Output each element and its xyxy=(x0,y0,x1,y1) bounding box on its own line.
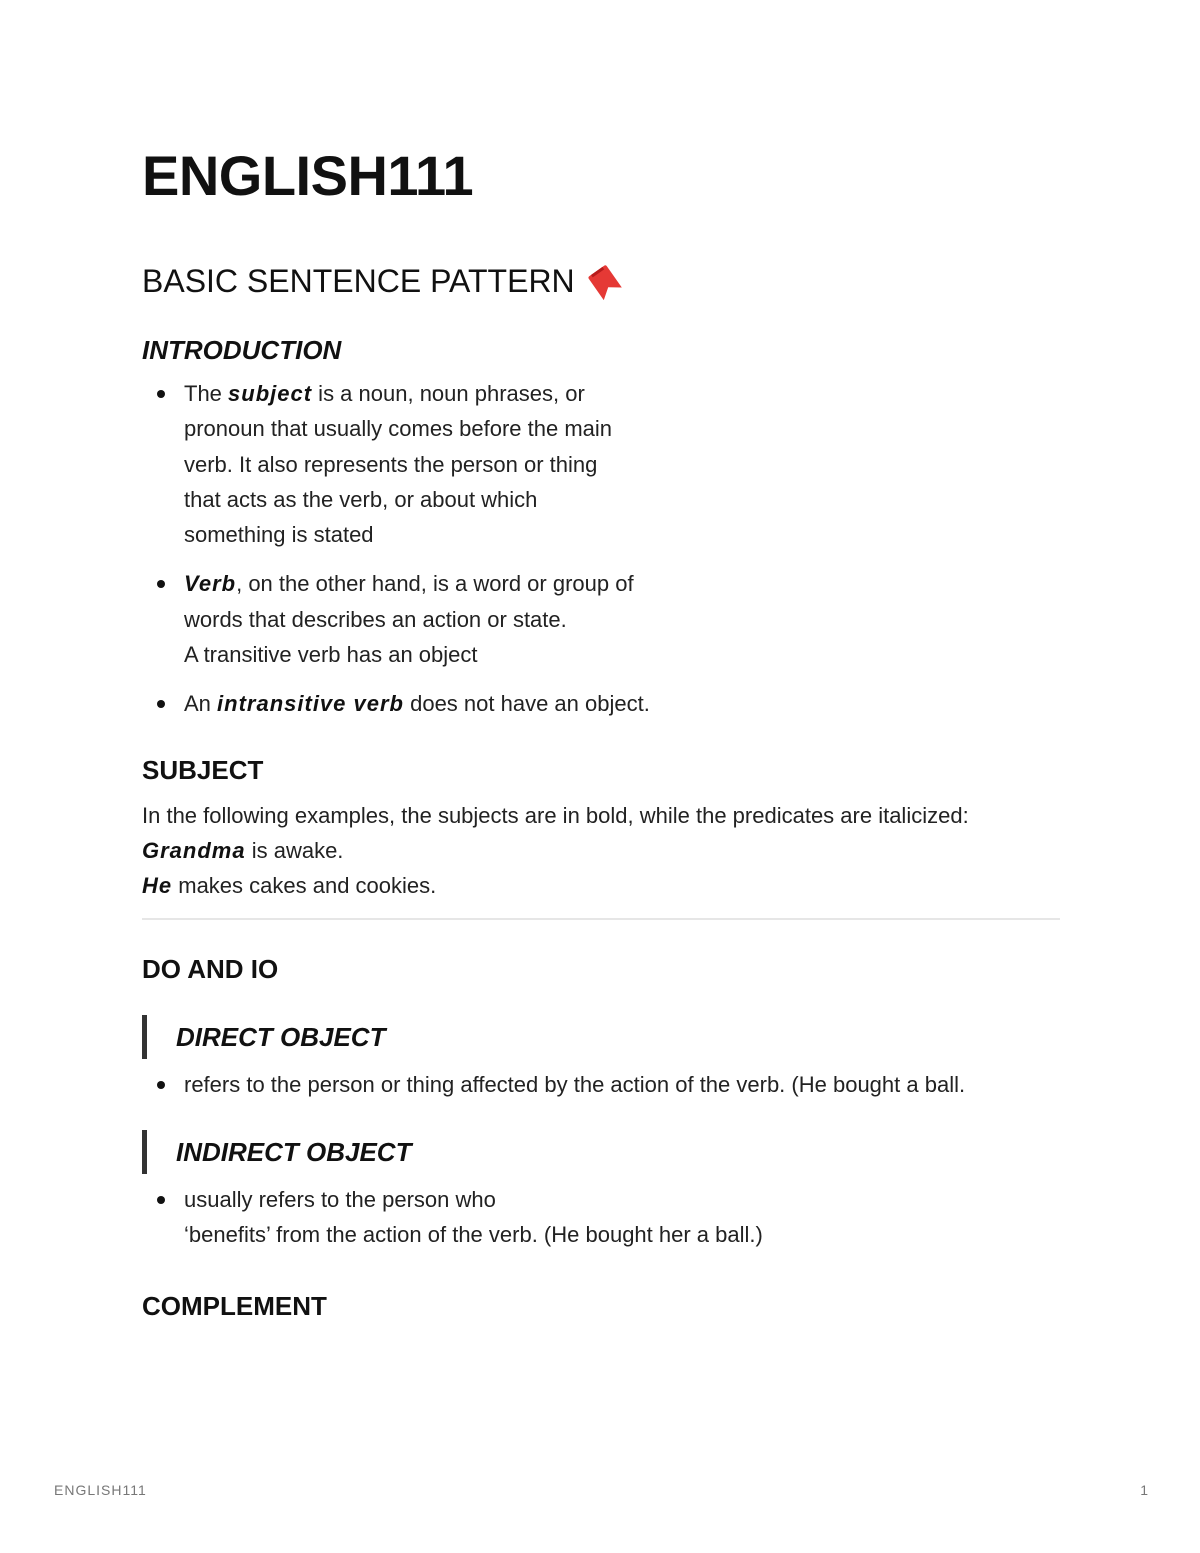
introduction-list xyxy=(142,376,1060,722)
indirect-object-heading: INDIRECT OBJECT xyxy=(142,1130,1060,1174)
introduction-heading: INTRODUCTION xyxy=(142,335,342,365)
indirect-object-list xyxy=(142,1182,1060,1253)
list-item-text: An xyxy=(184,691,218,717)
emphasis-term: intransitive verb xyxy=(217,691,404,717)
list-item xyxy=(142,686,744,721)
bullet-icon xyxy=(157,580,165,588)
list-item-text: usually refers to the person who xyxy=(184,1186,496,1212)
list-item-text: ‘benefits’ from the action of the verb. (He bought her a ball.) xyxy=(184,1222,763,1248)
list-item-text: A transitive verb has an object xyxy=(184,642,478,668)
complement-heading: COMPLEMENT xyxy=(142,1291,327,1322)
list-item-text: The xyxy=(184,381,229,406)
bullet-icon xyxy=(157,700,165,708)
section-title xyxy=(142,259,1060,303)
list-item-text: refers to the person or thing affected by the action of the verb. (He bought a ball. xyxy=(184,1071,966,1097)
emphasis-term: Verb xyxy=(184,571,237,597)
subject-heading: SUBJECT xyxy=(142,754,264,785)
list-item-text: something is stated xyxy=(184,522,374,548)
list-item xyxy=(142,376,664,552)
section-title-text: BASIC SENTENCE PATTERN xyxy=(142,263,575,299)
list-item-text: does not have an object. xyxy=(403,691,650,717)
bookmark-icon xyxy=(587,262,623,300)
list-item-text: is a noun, noun phrases, or xyxy=(312,381,585,406)
list-item-text: pronoun that usually comes before the main xyxy=(184,416,613,442)
subject-term: He xyxy=(142,873,173,899)
predicate-text: makes cakes and cookies. xyxy=(172,873,437,899)
subject-example xyxy=(142,868,1060,903)
direct-object-list xyxy=(142,1067,1060,1102)
list-item-text: , on the other hand, is a word or group of xyxy=(236,571,634,597)
list-item-text: that acts as the verb, or about which xyxy=(184,486,538,512)
footer-title: ENGLISH111 xyxy=(54,1482,147,1498)
subject-term: Grandma xyxy=(142,837,246,863)
document-title: ENGLISH111 xyxy=(142,144,474,207)
predicate-text: is awake. xyxy=(245,837,344,863)
list-item-text: words that describes an action or state. xyxy=(184,606,567,632)
document-content xyxy=(142,140,1060,1324)
emphasis-term: subject xyxy=(228,381,313,406)
subject-intro: In the following examples, the subjects are in bold, while the predicates are italicized: xyxy=(142,802,969,828)
list-item xyxy=(142,1182,1060,1253)
direct-object-heading: DIRECT OBJECT xyxy=(142,1015,1060,1059)
bullet-icon xyxy=(157,390,165,398)
page-number: 1 xyxy=(1140,1482,1148,1498)
bullet-icon xyxy=(157,1196,165,1204)
subject-example xyxy=(142,833,1060,868)
subject-paragraph xyxy=(142,798,1060,904)
list-item xyxy=(142,566,664,672)
divider xyxy=(142,918,1060,920)
do-io-heading: DO AND IO xyxy=(142,953,279,984)
list-item xyxy=(142,1067,1060,1102)
bullet-icon xyxy=(157,1081,165,1089)
list-item-text: verb. It also represents the person or thing xyxy=(184,451,598,477)
